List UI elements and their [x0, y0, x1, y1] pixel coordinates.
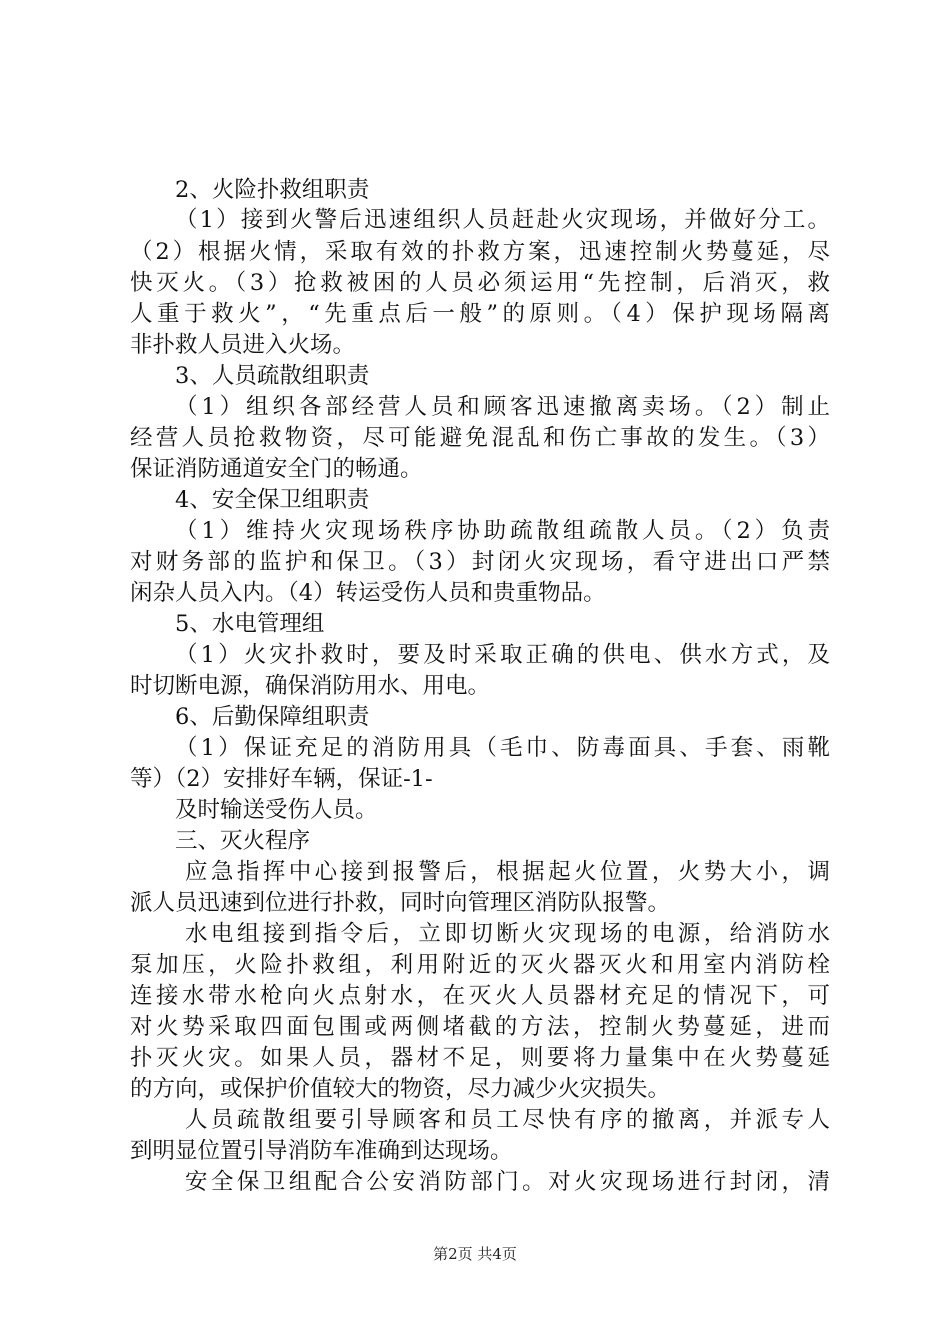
- paragraph-line: （1）接到火警后迅速组织人员赶赴火灾现场，并做好分工。: [175, 207, 830, 233]
- paragraph-line: 泵加压，火险扑救组，利用附近的灭火器灭火和用室内消防栓: [130, 952, 830, 978]
- page-number-footer: 第2页 共4页: [433, 1245, 517, 1263]
- section-heading: 三、灭火程序: [175, 828, 311, 854]
- paragraph-line: （1）火灾扑救时，要及时采取正确的供电、供水方式，及: [175, 642, 830, 668]
- paragraph-line: 及时输送受伤人员。: [175, 797, 378, 823]
- paragraph-line: （1）维持火灾现场秩序协助疏散组疏散人员。（2）负责: [175, 518, 830, 544]
- section-heading: 4、安全保卫组职责: [175, 487, 370, 513]
- paragraph-line: 的方向，或保护价值较大的物资，尽力减少火灾损失。: [130, 1076, 671, 1102]
- paragraph-line: 安全保卫组配合公安消防部门。对火灾现场进行封闭，清: [185, 1169, 830, 1195]
- paragraph-line: 到明显位置引导消防车准确到达现场。: [130, 1138, 513, 1164]
- section-heading: 3、人员疏散组职责: [175, 363, 370, 389]
- paragraph-line: 时切断电源，确保消防用水、用电。: [130, 673, 491, 699]
- paragraph-line: 连接水带水枪向火点射水，在灭火人员器材充足的情况下，可: [130, 983, 830, 1009]
- paragraph-line: 对火势采取四面包围或两侧堵截的方法，控制火势蔓延，进而: [130, 1014, 830, 1040]
- paragraph-line: 闲杂人员入内。（4）转运受伤人员和贵重物品。: [130, 580, 606, 606]
- paragraph-line: 派人员迅速到位进行扑救，同时向管理区消防队报警。: [130, 890, 671, 916]
- section-heading: 6、后勤保障组职责: [175, 704, 370, 730]
- paragraph-line: 经营人员抢救物资，尽可能避免混乱和伤亡事故的发生。（3）: [130, 425, 830, 451]
- paragraph-line: 水电组接到指令后，立即切断火灾现场的电源，给消防水: [185, 921, 830, 947]
- section-heading: 2、火险扑救组职责: [175, 177, 370, 203]
- paragraph-line: 扑灭火灾。如果人员，器材不足，则要将力量集中在火势蔓延: [130, 1045, 830, 1071]
- section-heading: 5、水电管理组: [175, 611, 325, 637]
- paragraph-line: （2）根据火情，采取有效的扑救方案，迅速控制火势蔓延，尽: [130, 239, 830, 265]
- paragraph-line: 对财务部的监护和保卫。（3）封闭火灾现场，看守进出口严禁: [130, 549, 830, 575]
- paragraph-line: 非扑救人员进入火场。: [130, 332, 356, 358]
- paragraph-line: 快灭火。（3）抢救被困的人员必须运用“先控制，后消灭，救: [130, 270, 830, 296]
- paragraph-line: 应急指挥中心接到报警后，根据起火位置，火势大小，调: [185, 859, 830, 885]
- paragraph-line: （1）组织各部经营人员和顾客迅速撤离卖场。（2）制止: [175, 394, 830, 420]
- paragraph-line: 等）（2）安排好车辆，保证-1-: [130, 766, 433, 792]
- paragraph-line: 保证消防通道安全门的畅通。: [130, 456, 423, 482]
- paragraph-line: 人员疏散组要引导顾客和员工尽快有序的撤离，并派专人: [185, 1107, 830, 1133]
- paragraph-line: 人重于救火”，“先重点后一般”的原则。（4）保护现场隔离: [130, 301, 830, 327]
- paragraph-line: （1）保证充足的消防用具（毛巾、防毒面具、手套、雨靴: [175, 735, 830, 761]
